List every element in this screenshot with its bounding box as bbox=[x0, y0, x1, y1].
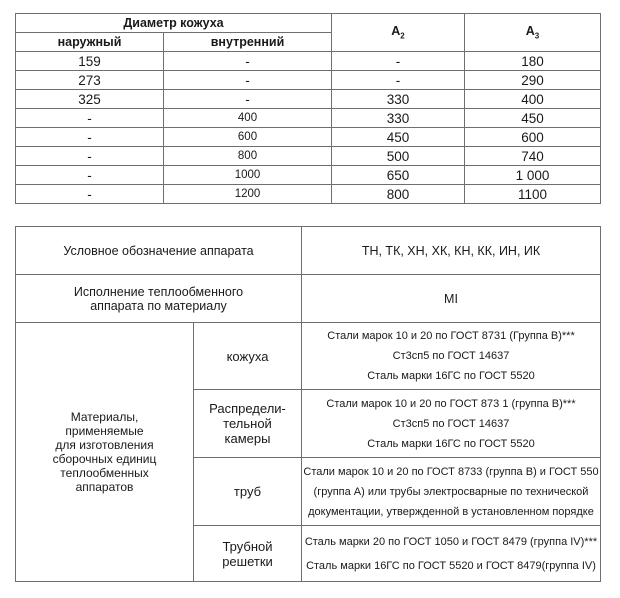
outer-cell: 325 bbox=[16, 90, 164, 109]
a3-cell: 600 bbox=[465, 128, 601, 147]
a2-cell: 330 bbox=[332, 90, 465, 109]
shell-dimensions-table bbox=[15, 13, 601, 204]
outer-cell: - bbox=[16, 166, 164, 185]
table-row bbox=[16, 90, 601, 109]
outer-diameter-header: наружный bbox=[16, 33, 164, 52]
part-tubes: труб bbox=[194, 458, 302, 526]
execution-label: Исполнение теплообменного аппарата по материалу bbox=[16, 275, 302, 323]
a2-header: $А_2$ bbox=[332, 14, 465, 52]
a3-cell: 290 bbox=[465, 71, 601, 90]
a2-cell: 800 bbox=[332, 185, 465, 204]
inner-cell: - bbox=[164, 90, 332, 109]
table-row bbox=[16, 52, 601, 71]
table-row bbox=[16, 185, 601, 204]
part-distribution-chamber: Распредели- тельной камеры bbox=[194, 390, 302, 458]
inner-cell: 400 bbox=[164, 109, 332, 128]
a3-cell: 400 bbox=[465, 90, 601, 109]
inner-cell: 600 bbox=[164, 128, 332, 147]
part-distribution-chamber-materials: Стали марок 10 и 20 по ГОСТ 873 1 (группа В)*** Ст3сп5 по ГОСТ 14637 Сталь марки 16ГС по ГОСТ 5520 bbox=[302, 390, 601, 458]
outer-cell: - bbox=[16, 147, 164, 166]
a2-cell: - bbox=[332, 52, 465, 71]
table-row bbox=[16, 71, 601, 90]
inner-cell: 1200 bbox=[164, 185, 332, 204]
inner-cell: 800 bbox=[164, 147, 332, 166]
materials-label: Материалы, применяемые для изготовления сборочных единиц теплообменных аппаратов bbox=[16, 323, 194, 582]
a2-cell: 500 bbox=[332, 147, 465, 166]
a3-header: $А_3$ bbox=[465, 14, 601, 52]
table-row bbox=[16, 147, 601, 166]
part-shell-materials: Стали марок 10 и 20 по ГОСТ 8731 (Группа В)*** Ст3сп5 по ГОСТ 14637 Сталь марки 16ГС по ГОСТ 5520 bbox=[302, 323, 601, 390]
a2-cell: 650 bbox=[332, 166, 465, 185]
part-shell: кожуха bbox=[194, 323, 302, 390]
designation-value: ТН, ТК, ХН, ХК, КН, КК, ИН, ИК bbox=[302, 227, 601, 275]
table-row bbox=[16, 109, 601, 128]
outer-cell: - bbox=[16, 109, 164, 128]
outer-cell: - bbox=[16, 128, 164, 147]
materials-table bbox=[15, 226, 601, 582]
designation-label: Условное обозначение аппарата bbox=[16, 227, 302, 275]
a2-cell: 330 bbox=[332, 109, 465, 128]
outer-cell: 159 bbox=[16, 52, 164, 71]
execution-value: МI bbox=[302, 275, 601, 323]
table-row bbox=[16, 166, 601, 185]
inner-cell: - bbox=[164, 71, 332, 90]
a3-cell: 450 bbox=[465, 109, 601, 128]
a3-cell: 180 bbox=[465, 52, 601, 71]
inner-cell: - bbox=[164, 52, 332, 71]
table-row bbox=[16, 128, 601, 147]
inner-diameter-header: внутренний bbox=[164, 33, 332, 52]
a3-cell: 740 bbox=[465, 147, 601, 166]
part-tube-sheet: Трубной решетки bbox=[194, 526, 302, 582]
outer-cell: 273 bbox=[16, 71, 164, 90]
a3-cell: 1100 bbox=[465, 185, 601, 204]
a3-cell: 1 000 bbox=[465, 166, 601, 185]
a2-cell: - bbox=[332, 71, 465, 90]
outer-cell: - bbox=[16, 185, 164, 204]
part-tubes-materials: Стали марок 10 и 20 по ГОСТ 8733 (группа В) и ГОСТ 550 (группа А) или трубы электросварные по технической документации, утвержденной в установленном порядке bbox=[302, 458, 601, 526]
inner-cell: 1000 bbox=[164, 166, 332, 185]
part-tube-sheet-materials: Сталь марки 20 по ГОСТ 1050 и ГОСТ 8479 (группа IV)*** Сталь марки 16ГС по ГОСТ 5520 и ГОСТ 8479(группа IV) bbox=[302, 526, 601, 582]
shell-diameter-header: Диаметр кожуха bbox=[16, 14, 332, 33]
a2-cell: 450 bbox=[332, 128, 465, 147]
